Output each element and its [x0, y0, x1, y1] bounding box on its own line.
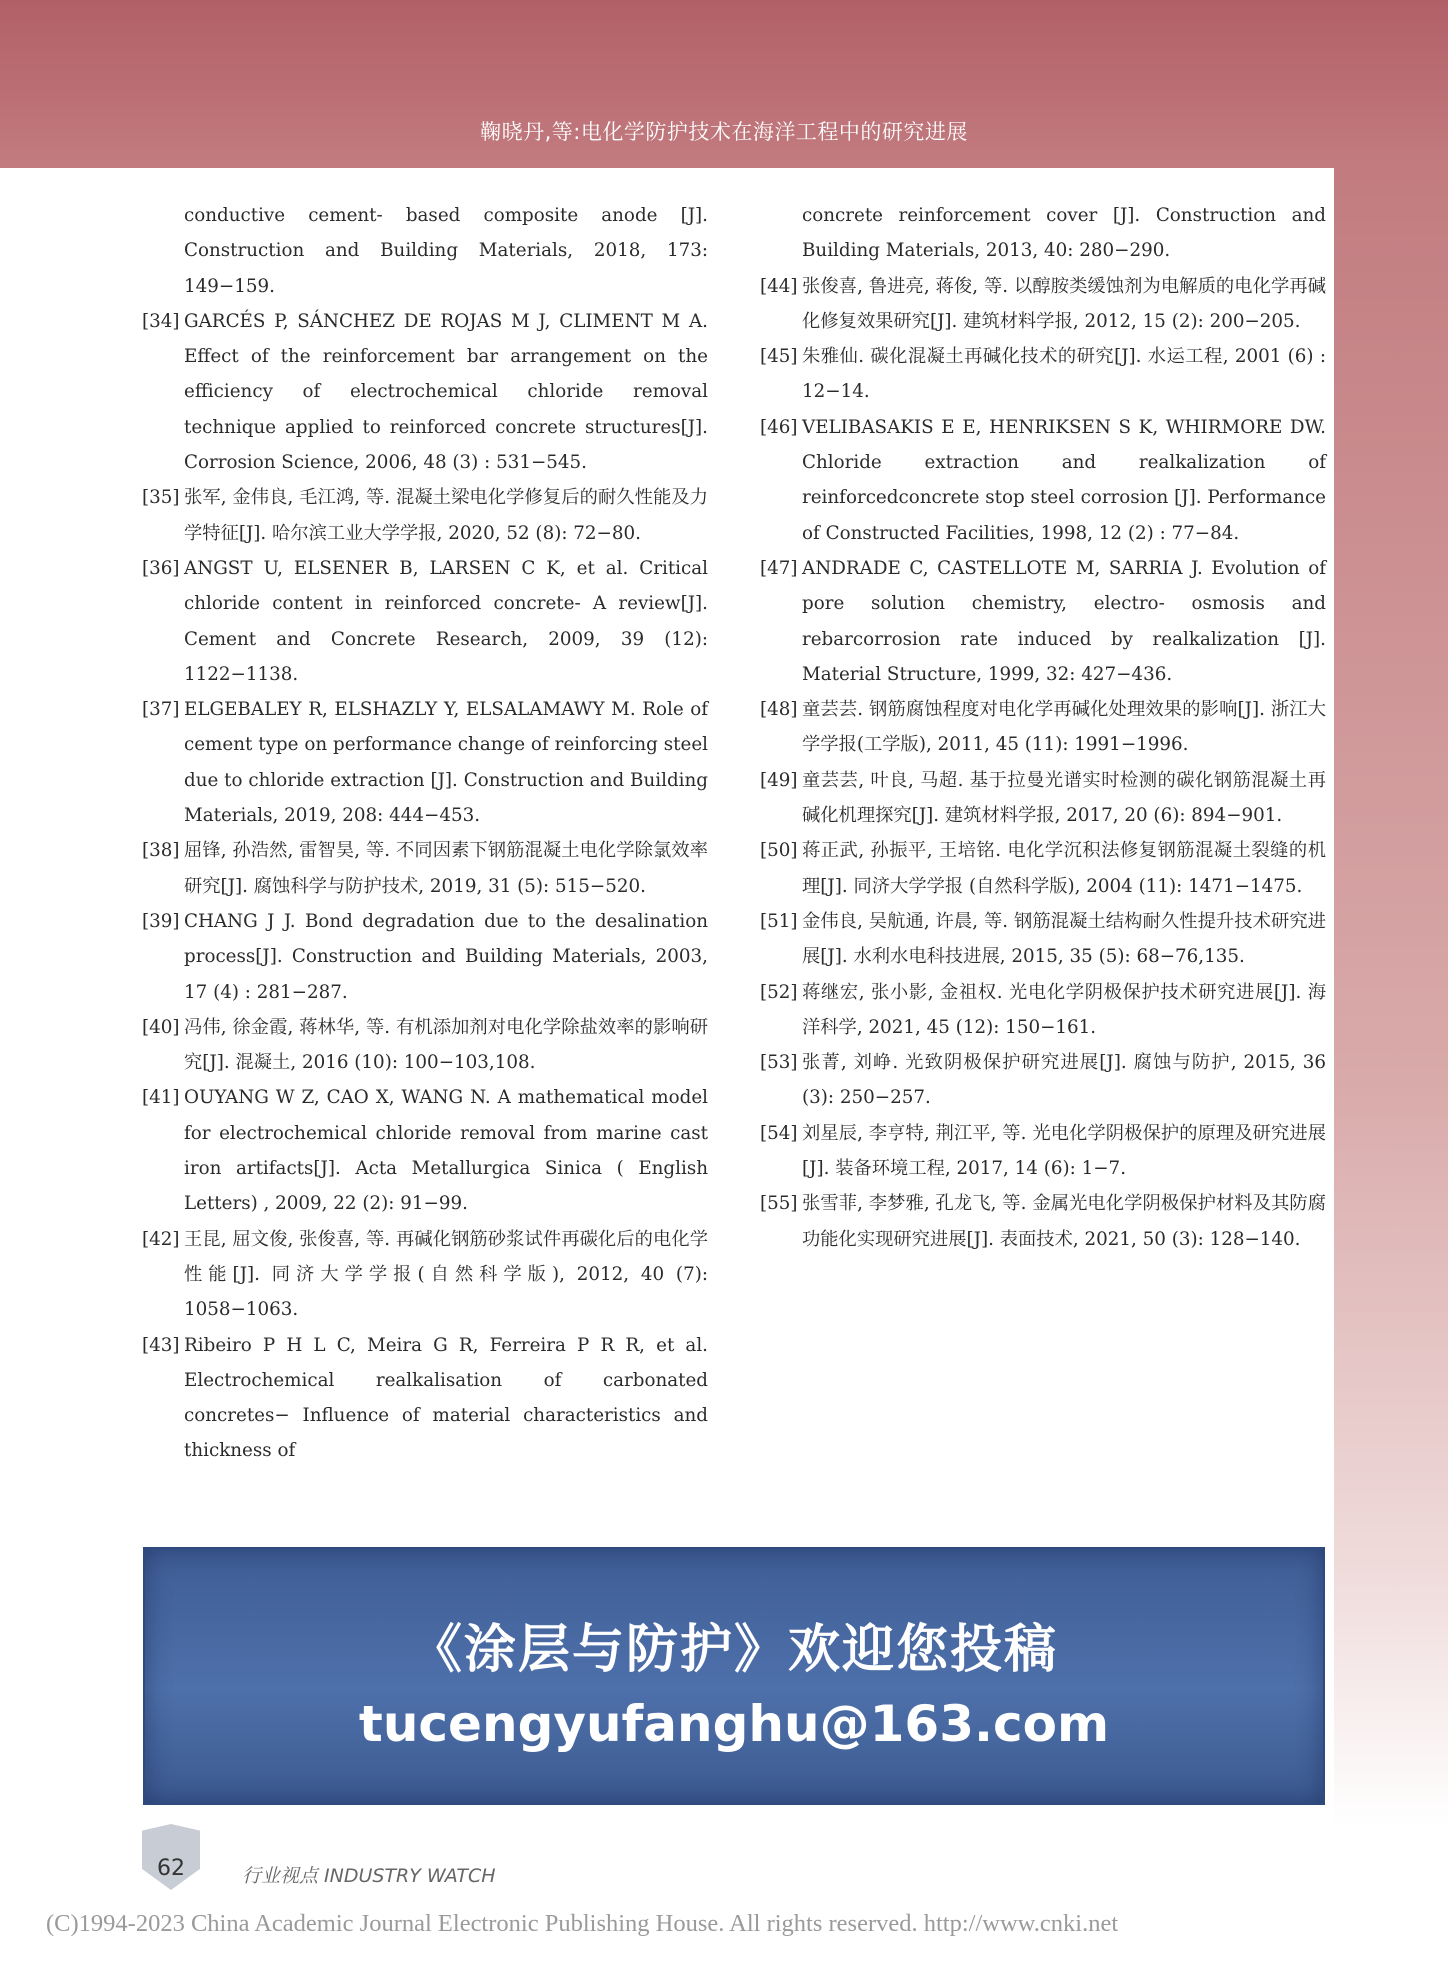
reference-column-right — [760, 198, 1326, 1257]
banner-title: 《涂层与防护》欢迎您投稿 — [409, 1620, 1058, 1680]
reference-item — [760, 763, 1326, 834]
reference-text: 冯伟, 徐金霞, 蒋林华, 等. 有机添加剂对电化学除盐效率的影响研究[J]. 混凝土, 2016 (10): 100−103,108. — [184, 1016, 708, 1074]
reference-text: 童芸芸, 叶良, 马超. 基于拉曼光谱实时检测的碳化钢筋混凝土再碱化机理探究[J]. 建筑材料学报, 2017, 20 (6): 894−901. — [802, 769, 1326, 827]
side-band — [1334, 168, 1448, 1828]
reference-continuation: concrete reinforcement cover [J]. Construction and Building Materials, 2013, 40: 280−290. — [802, 205, 1326, 262]
reference-text: 张雪菲, 李梦雅, 孔龙飞, 等. 金属光电化学阴极保护材料及其防腐功能化实现研究进展[J]. 表面技术, 2021, 50 (3): 128−140. — [802, 1193, 1326, 1250]
reference-item — [142, 1328, 708, 1469]
reference-number: [39] — [142, 910, 180, 932]
reference-number: [44] — [760, 275, 798, 297]
reference-text: 王昆, 屈文俊, 张俊喜, 等. 再碱化钢筋砂浆试件再碳化后的电化学性能[J]. 同济大学学报(自然科学版), 2012, 40 (7): 1058−1063. — [184, 1228, 708, 1321]
reference-text: CHANG J J. Bond degradation due to the desalination process[J]. Construction and Building Materials, 2003, 17 (4) : 281−287. — [184, 910, 708, 1003]
reference-text: ANDRADE C, CASTELLOTE M, SARRIA J. Evolution of pore solution chemistry, electro- osmosis and rebarcorrosion rate induced by realkalization [J]. Material Structure, 1999, 32: 427−436. — [802, 557, 1326, 685]
reference-number: [42] — [142, 1228, 180, 1250]
reference-text: ELGEBALEY R, ELSHAZLY Y, ELSALAMAWY M. Role of cement type on performance change of reinforcing steel due to chloride extraction [J]. Construction and Building Materials, 2019, 208: 444−453. — [184, 699, 708, 827]
reference-text: ANGST U, ELSENER B, LARSEN C K, et al. Critical chloride content in reinforced concrete- A review[J]. Cement and Concrete Research, 2009, 39 (12): 1122−1138. — [184, 557, 708, 685]
reference-text: 刘星辰, 李亨特, 荆江平, 等. 光电化学阴极保护的原理及研究进展[J]. 装备环境工程, 2017, 14 (6): 1−7. — [802, 1122, 1326, 1180]
reference-number: [43] — [142, 1334, 180, 1356]
reference-number: [50] — [760, 840, 798, 862]
reference-text: GARCÉS P, SÁNCHEZ DE ROJAS M J, CLIMENT M A. Effect of the reinforcement bar arrangement on the efficiency of electrochemical chloride removal technique applied to reinforced concrete structures[J]. Corrosion Science, 2006, 48 (3) : 531−545. — [184, 310, 708, 474]
reference-text: 金伟良, 吴航通, 许晨, 等. 钢筋混凝土结构耐久性提升技术研究进展[J]. 水利水电科技进展, 2015, 35 (5): 68−76,135. — [802, 910, 1326, 968]
reference-column-left — [142, 198, 708, 1469]
reference-item — [760, 833, 1326, 904]
reference-text: 朱雅仙. 碳化混凝土再碱化技术的研究[J]. 水运工程, 2001 (6) : 12−14. — [802, 346, 1326, 403]
reference-text: Ribeiro P H L C, Meira G R, Ferreira P R R, et al. Electrochemical realkalisation of carbonated concretes− Influence of material characteristics and thickness of — [184, 1334, 708, 1462]
reference-text: 屈锋, 孙浩然, 雷智昊, 等. 不同因素下钢筋混凝土电化学除氯效率研究[J]. 腐蚀科学与防护技术, 2019, 31 (5): 515−520. — [184, 840, 708, 897]
reference-item — [760, 269, 1326, 340]
section-label: 行业视点 INDUSTRY WATCH — [242, 1865, 496, 1887]
reference-item — [760, 410, 1326, 551]
reference-item — [760, 1116, 1326, 1187]
reference-item — [142, 304, 708, 480]
reference-item — [142, 833, 708, 904]
reference-number: [34] — [142, 310, 180, 332]
reference-number: [48] — [760, 699, 798, 721]
reference-text: 张菁, 刘峥. 光致阴极保护研究进展[J]. 腐蚀与防护, 2015, 36 (3): 250−257. — [802, 1052, 1326, 1109]
reference-item — [760, 1186, 1326, 1257]
reference-item — [142, 692, 708, 833]
reference-number: [41] — [142, 1087, 180, 1109]
reference-number: [51] — [760, 910, 798, 932]
reference-item — [142, 1080, 708, 1221]
reference-item — [142, 1010, 708, 1081]
reference-number: [46] — [760, 416, 798, 438]
reference-number: [38] — [142, 840, 180, 862]
page-number: 62 — [157, 1856, 185, 1881]
reference-number: [40] — [142, 1016, 180, 1038]
reference-text: VELIBASAKIS E E, HENRIKSEN S K, WHIRMORE DW. Chloride extraction and realkalization of reinforcedconcrete stop steel corrosion [J]. Performance of Constructed Facilities, 1998, 12 (2) : 77−84. — [802, 416, 1326, 544]
reference-number: [47] — [760, 557, 798, 579]
reference-item — [760, 1045, 1326, 1116]
reference-number: [45] — [760, 346, 798, 368]
reference-number: [36] — [142, 557, 180, 579]
reference-item — [760, 551, 1326, 692]
reference-number: [53] — [760, 1052, 798, 1074]
reference-number: [37] — [142, 699, 180, 721]
submission-banner — [143, 1547, 1325, 1805]
reference-item — [760, 339, 1326, 410]
reference-text: 张军, 金伟良, 毛江鸿, 等. 混凝土梁电化学修复后的耐久性能及力学特征[J]. 哈尔滨工业大学学报, 2020, 52 (8): 72−80. — [184, 487, 708, 544]
reference-number: [49] — [760, 769, 798, 791]
reference-text: 蒋正武, 孙振平, 王培铭. 电化学沉积法修复钢筋混凝土裂缝的机理[J]. 同济大学学报 (自然科学版), 2004 (11): 1471−1475. — [802, 840, 1326, 897]
reference-text: 张俊喜, 鲁进亮, 蒋俊, 等. 以醇胺类缓蚀剂为电解质的电化学再碱化修复效果研究[J]. 建筑材料学报, 2012, 15 (2): 200−205. — [802, 275, 1326, 332]
reference-item — [142, 904, 708, 1010]
reference-item — [142, 1222, 708, 1328]
reference-number: [52] — [760, 981, 798, 1003]
copyright-notice: (C)1994-2023 China Academic Journal Electronic Publishing House. All rights reserved. http://www.cnki.net — [46, 1910, 1119, 1937]
reference-item — [760, 904, 1326, 975]
reference-number: [55] — [760, 1193, 798, 1215]
reference-number: [35] — [142, 487, 180, 509]
reference-item — [142, 551, 708, 692]
reference-item — [760, 975, 1326, 1046]
reference-item — [760, 692, 1326, 763]
reference-text: 蒋继宏, 张小影, 金祖权. 光电化学阴极保护技术研究进展[J]. 海洋科学, 2021, 45 (12): 150−161. — [802, 981, 1326, 1038]
running-header-title: 鞠晓丹,等:电化学防护技术在海洋工程中的研究进展 — [480, 120, 968, 144]
reference-continuation: conductive cement- based composite anode [J]. Construction and Building Materials, 2018, 173: 149−159. — [184, 205, 708, 297]
reference-text: 童芸芸. 钢筋腐蚀程度对电化学再碱化处理效果的影响[J]. 浙江大学学报(工学版), 2011, 45 (11): 1991−1996. — [802, 699, 1326, 756]
banner-email: tucengyufanghu@163.com — [358, 1695, 1110, 1753]
reference-number: [54] — [760, 1122, 798, 1144]
reference-text: OUYANG W Z, CAO X, WANG N. A mathematical model for electrochemical chloride removal from marine cast iron artifacts[J]. Acta Metallurgica Sinica ( English Letters) , 2009, 22 (2): 91−99. — [184, 1087, 708, 1215]
reference-item — [142, 480, 708, 551]
